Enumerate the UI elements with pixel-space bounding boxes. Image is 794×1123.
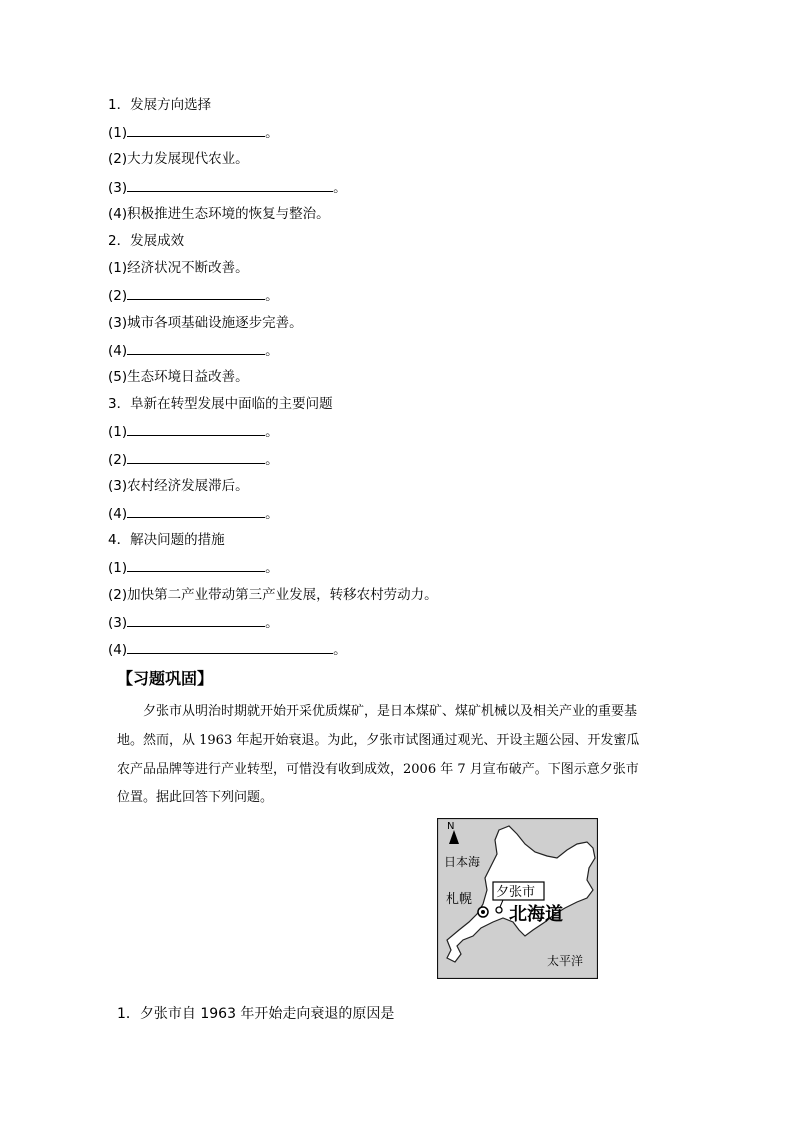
paragraph-line: 位置。据此回答下列问题。 bbox=[117, 790, 274, 805]
outline-line bbox=[108, 259, 249, 277]
yubari-marker-icon bbox=[496, 907, 502, 913]
line-text: 3．阜新在转型发展中面临的主要问题 bbox=[108, 396, 333, 413]
line-end-punct: 。 bbox=[265, 451, 279, 468]
sea-japan-label: 日本海 bbox=[444, 855, 481, 869]
outline-line bbox=[108, 232, 184, 250]
line-end-punct: 。 bbox=[333, 642, 347, 658]
answer-blank[interactable] bbox=[127, 504, 265, 518]
paragraph-line: 农产品品牌等进行产业转型，可惜没有收到成效，2006 年 7 月宣布破产。下图示意夕张市 bbox=[117, 762, 639, 777]
line-end-punct: 。 bbox=[333, 179, 347, 196]
outline-line bbox=[108, 96, 211, 114]
fill-in-blank-line[interactable] bbox=[108, 422, 279, 441]
fill-in-blank-line[interactable] bbox=[108, 640, 347, 659]
fill-in-blank-line[interactable] bbox=[108, 613, 279, 632]
line-text: (2) bbox=[108, 451, 128, 468]
line-text: (3) bbox=[108, 614, 128, 631]
line-end-punct: 。 bbox=[265, 288, 279, 305]
paragraph-line: 夕张市从明治时期就开始开采优质煤矿，是日本煤矿、煤矿机械以及相关产业的重要基 bbox=[117, 704, 638, 719]
answer-blank[interactable] bbox=[127, 341, 265, 355]
fill-in-blank-line[interactable] bbox=[108, 558, 279, 577]
line-text: (4) bbox=[108, 342, 128, 359]
fill-in-blank-line[interactable] bbox=[108, 123, 279, 142]
line-text: 1．发展方向选择 bbox=[108, 97, 212, 113]
fill-in-blank-line[interactable] bbox=[108, 450, 279, 469]
sapporo-label: 札幌 bbox=[446, 892, 473, 907]
line-text: (5)生态环境日益改善。 bbox=[108, 369, 249, 385]
line-text: (1)经济状况不断改善。 bbox=[108, 260, 249, 277]
answer-blank[interactable] bbox=[127, 558, 265, 572]
fill-in-blank-line[interactable] bbox=[108, 178, 347, 197]
line-text: (2)加快第二产业带动第三产业发展，转移农村劳动力。 bbox=[108, 586, 438, 603]
outline-line bbox=[108, 150, 249, 168]
line-text: (2) bbox=[108, 288, 128, 305]
line-end-punct: 。 bbox=[265, 424, 279, 441]
line-text: (3) bbox=[108, 179, 128, 196]
answer-blank[interactable] bbox=[127, 178, 333, 192]
outline-line bbox=[108, 205, 330, 223]
line-text: (3)农村经济发展滞后。 bbox=[108, 477, 249, 494]
answer-blank[interactable] bbox=[127, 286, 265, 300]
hokkaido-label: 北海道 bbox=[509, 904, 563, 925]
pacific-label: 太平洋 bbox=[547, 954, 584, 968]
line-end-punct: 。 bbox=[265, 506, 279, 522]
outline-line bbox=[108, 395, 333, 413]
line-text: (1) bbox=[108, 424, 128, 441]
line-text: (1) bbox=[108, 560, 128, 577]
outline-line bbox=[108, 586, 438, 604]
yubari-location-map bbox=[437, 818, 598, 979]
fill-in-blank-line[interactable] bbox=[108, 504, 279, 523]
outline-line bbox=[108, 368, 249, 386]
line-text: 2．发展成效 bbox=[108, 233, 185, 249]
line-end-punct: 。 bbox=[265, 125, 279, 142]
line-text: (1) bbox=[108, 125, 128, 142]
answer-blank[interactable] bbox=[127, 640, 333, 654]
answer-blank[interactable] bbox=[127, 613, 265, 627]
answer-blank[interactable] bbox=[127, 422, 265, 436]
line-end-punct: 。 bbox=[265, 614, 279, 631]
line-text: (4)积极推进生态环境的恢复与整治。 bbox=[108, 205, 330, 222]
line-text: (2)大力发展现代农业。 bbox=[108, 151, 249, 168]
line-text: (3)城市各项基础设施逐步完善。 bbox=[108, 314, 303, 331]
answer-blank[interactable] bbox=[127, 450, 265, 464]
outline-line bbox=[108, 531, 225, 549]
answer-blank[interactable] bbox=[127, 123, 265, 137]
paragraph-line: 地。然而，从 1963 年起开始衰退。为此，夕张市试图通过观光、开设主题公园、开发蜜瓜 bbox=[117, 733, 640, 748]
north-label: N bbox=[447, 821, 455, 832]
line-text: 4．解决问题的措施 bbox=[108, 532, 225, 549]
question-1: 1．夕张市自 1963 年开始走向衰退的原因是 bbox=[117, 1006, 395, 1022]
section-title: 【习题巩固】 bbox=[117, 669, 214, 688]
line-text: (4) bbox=[108, 506, 128, 522]
outline-line bbox=[108, 314, 303, 332]
line-text: (4) bbox=[108, 642, 128, 658]
line-end-punct: 。 bbox=[265, 342, 279, 359]
fill-in-blank-line[interactable] bbox=[108, 286, 279, 305]
yubari-label: 夕张市 bbox=[496, 885, 536, 900]
fill-in-blank-line[interactable] bbox=[108, 341, 279, 360]
outline-line bbox=[108, 477, 249, 495]
line-end-punct: 。 bbox=[265, 560, 279, 577]
